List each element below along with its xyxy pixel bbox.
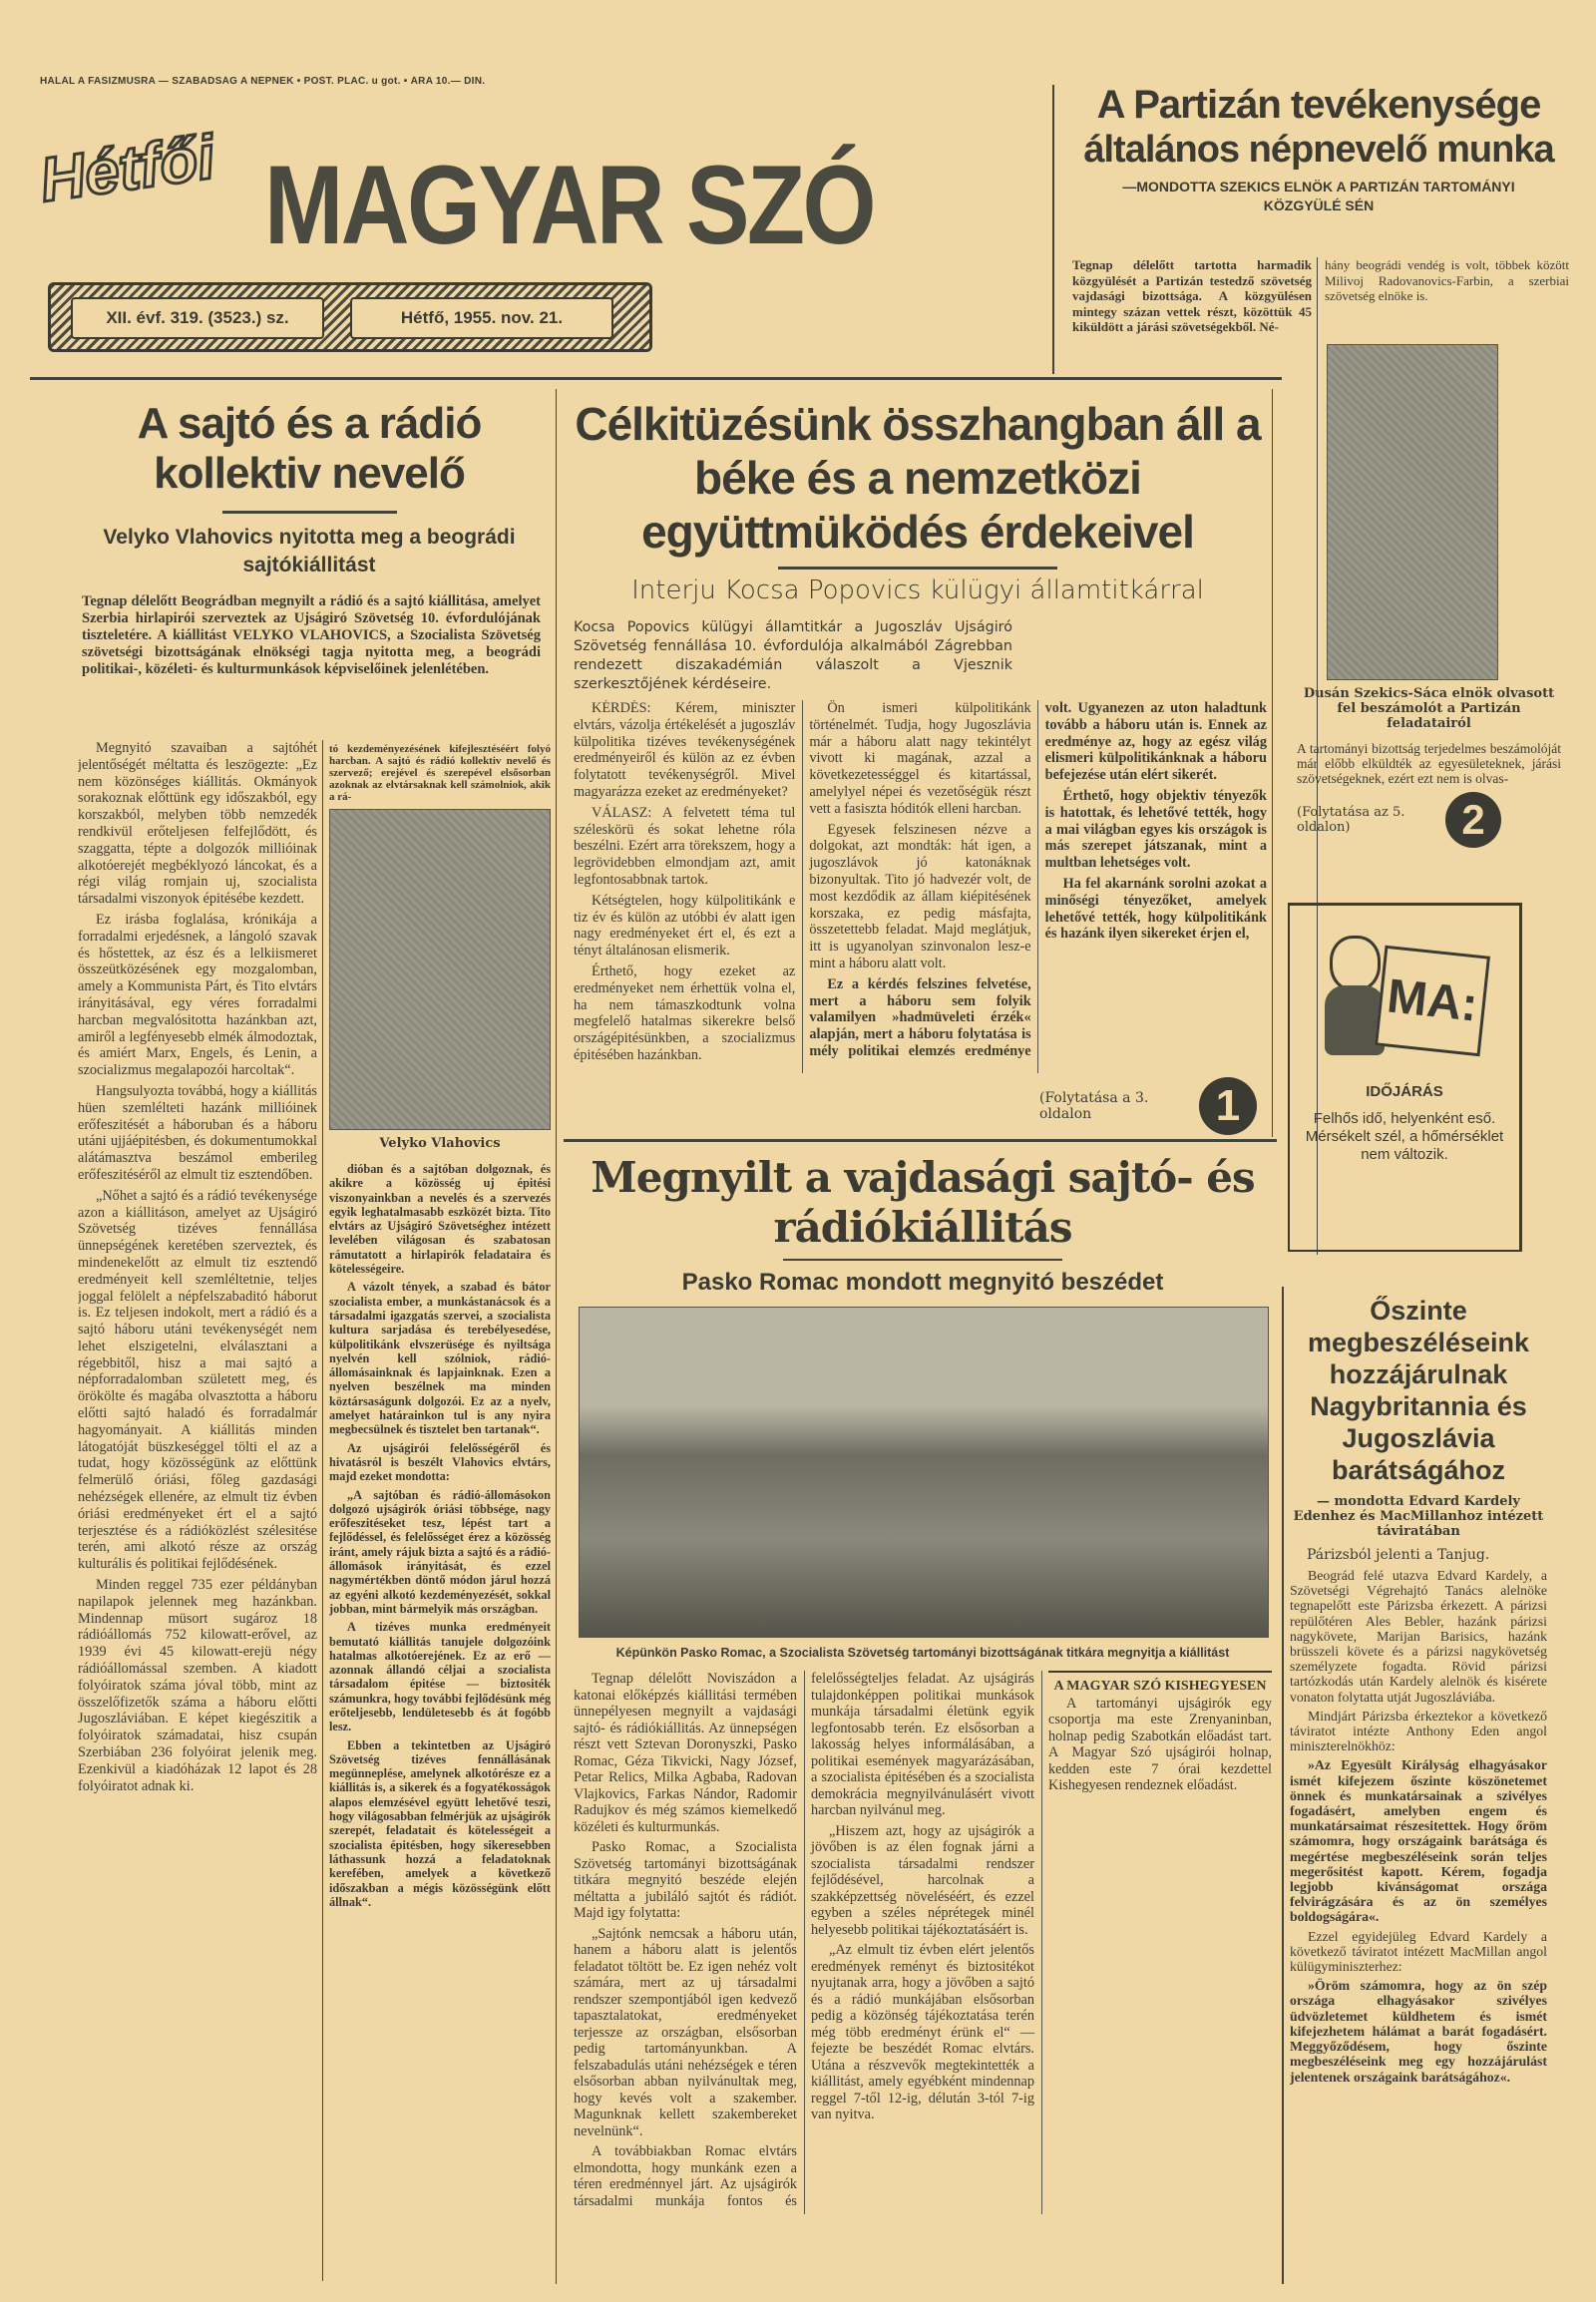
newsboy-illustration [1320, 926, 1489, 1065]
partizan-headline-2: általános népnevelő munka [1083, 129, 1554, 171]
exhibition-paragraph: „Hiszem azt, hogy az ujságirók a jövőben is az élen fognak járni a szocialista társadalmi rendszer fejlődésével, harcolnak a szakképzettség növeléséért, és ezzel egyben a széles néprétegek minél helyesebb politikai tájékoztatásáért is. [811, 1822, 1034, 1938]
interview-paragraph: VÁLASZ: A felvetett téma tul széleskörü és sokat lehetne róla beszélni. Ezért arra törekszem, hogy a legrövidebben elmondjam azt, amit legfontosabbnak tartok. [574, 804, 796, 888]
sajto-paragraph: Az ujságirói felelősségéről és hivatásról is beszélt Vlahovics elvtárs, majd ezeket mondotta: [329, 1440, 551, 1484]
exhibition-paragraph: A továbbiakban Romac elvtárs elmondotta, hogy munkánk ezen a téren eredménnyel járt. Az ujságirók társadalmi munkája fontos és felelősségteljes feladat. Az ujságirás tulajdonképpen politikai munkások munkája társadalmi életünk egyik legfontosabb terén. Ez elsősorban a lakosság helyes informálásában, a politikai események magyarázásában, a szocialista épitésében és a szocialista demokrácia megnyilvánulásért vivott harcban nyilvánul meg. [574, 1671, 1034, 2209]
sajto-paragraph: Minden reggel 735 ezer példányban napilapok jelennek meg hazánkban. Mindennap müsort sugároz 18 rádióállomás 752 kilowatt-erővel, az 1939 évi 45 kilowatt-erejü négy rádióállomással szemben. A kiadott folyóiratok száma jóval több, mint az összelőfizetők száma a háboru előtti Jugoszláviában. E képet kiegészitik a folyóiratok számadatai, hisz csupán Szerbiában 236 folyóirat jelenik meg. Ezenkivül a kiadóházak 12 lapot és 28 folyóiratot adnak ki. [78, 1577, 317, 1794]
sajto-col2-wrap [329, 743, 551, 2282]
interview-headline: Célkitüzésünk összhangban áll a béke és a nemzetközi együttmüködés érdekeivel [575, 398, 1261, 558]
sajto-paragraph: „A sajtóban és rádió-állomásokon dolgozó ujságirók óriási többsége, nagy erőfeszitéseket tesz, lépést tart a fejlődéssel, és felelősséget érez a közösség iránt, amely rájuk bizta a sajtó és a rádió-állomások irányitását, és ezzel nagymértékben döntő módon járul hozzá az egyéni alkotó kezdeményezését, sokkal jobban, mint bármelyik más országban. [329, 1487, 551, 1616]
sajto-paragraph: „Nőhet a sajtó és a rádió tevékenysége azon a kiállitáson, amelyet az Ujságiró Szövetség tizéves fennállása ünnepségének keretében szerveztek, és mindenekelőtt az elmult tiz esztendő eredményeit kell szemléltetnie, teljes joggal felölelt a népfelszabaditó háborut is. Ez teljesen indokolt, mert a rádió és a sajtó háboru utáni tevékenységét nem lehet elszigetelni, elválasztani a régebbitől, hisz a mai sajtó a népforradalomban született meg, és örökölte és magába olvasztotta a háboru előtti sajtó haladó és forradalmár hagyományait. A kiállitás minden látogatóját büszkeséggel tölti el az a tudat, hogy közösségünk az előttünk felmerülő óriási, főleg gazdasági nehézségek ellenére, az elmult tiz évben óriási eredményeket ért el a sajtó terjesztése és a rádióközlést szélesitése terén, ami alkotó része az ország kulturális és politikai fejlődésének. [78, 1187, 317, 1573]
exhibition-paragraph: Tegnap délelőtt Noviszádon a katonai előképzés kiállitási termében ünnepélyesen megnyilt a vajdasági sajtó- és rádiókiállitás. Az ünnepségen részt vett Sztevan Doronyszki, Pasko Romac, Géza Tikvicki, Nagy József, Petar Relics, Milka Agbaba, Radovan Vlajkovics, Farkas Nándor, Radomir Radujkov és még számos kiemelkedő közéleti és kulturmunkás. [574, 1671, 797, 1835]
sajto-subhead: Velyko Vlahovics nyitotta meg a beográdi sajtókiállitást [103, 526, 516, 576]
vertical-divider-right [1052, 85, 1054, 374]
partizan-body: A tartományi bizottság terjedelmes beszámolóját már előbb elküldték az egyesületeknek, járási szövetségeknek, ezért ezt nem is olvas- [1297, 741, 1561, 786]
partizan-continued-row [1297, 792, 1561, 848]
masthead-divider [30, 377, 1282, 380]
interview-body [574, 700, 1267, 1073]
sajto-col2-top: tó kezdeményezésének kifejlesztéséért folyó harcban. A sajtó és rádió kollektiv nevelő és szervező; erejével és szerepével elsősorban azoknak az elvtársaknak kell számolniok, akik a rá- [329, 743, 551, 803]
partizan-headline-1: A Partizán tevékenysége [1096, 83, 1541, 127]
interview-paragraph: Ez a kérdés felszines felvetése, mert a háboru sem folyik valamilyen »hadmüveleti érzék« alapján, mert a háboru folytatása is mély politikai elemzés eredménye volt. Ugyanezen az uton haladtunk tovább a háboru után is. Ennek az eredménye az, hogy az egész világ elismeri külpolitikánknak a háboru befejezése után elért sikerét. [809, 700, 1267, 1059]
exhibition-paragraph: „Az elmult tiz évben elért jelentős eredmények reményt és biztositékot nyujtanak arra, hogy a jövőben a sajtó és a rádió munkájában elsősorban pedig a közönség tájékoztatása terén még több eredményt érünk el“ — fejezte be beszédét Romac elvtárs. Utána a részvevők megtekintették a kiállitást, amely egyébként mindennap reggel 7-től 12-ig, délután 3-tól 7-ig van nyitva. [811, 1942, 1034, 2122]
logo [35, 105, 938, 354]
vlahovics-photo [329, 809, 551, 1130]
sajto-paragraph: Hangsulyozta továbbá, hogy a kiállitás hüen szemlélteti hazánk millióinek erőfeszitését a háboruban és a háboru utáni ujjáépitésben, és dokumentumokkal alátámasztva beszámol emberileg erőfeszitéséről az elmult tiz esztendőben. [78, 1082, 317, 1183]
sajto-header [75, 399, 544, 733]
sajto-paragraph: Ebben a tekintetben az Ujságiró Szövetség tizéves fennállásának megünneplése, amelynek alkotórésze ez a kiállitás is, a sikerek és a fogyatékosságok alapos elemzésével együtt lehetővé teszi, hogy világosabban felmérjük az ujságirók szerepét, feladatait és kötelességeit a szocialista épitésben, hogy sikeresebben láthassunk hozzá a feladatoknak kerefében, amelyek a következő időszakban a mégis közösségünk előtt állnak“. [329, 1737, 551, 1909]
partizan-photo [1327, 344, 1498, 680]
kardely-paragraph: Beográd felé utazva Edvard Kardely, a Szövetségi Végrehajtó Tanács alelnöke tegnapelőtt este Párizsba érkezett. A párizsi repülőtéren Ales Bebler, hazánk párizsi nagykövete, Marijan Barisics, hazánk brüsszeli követe és a párizsi nagykövetség személyzete fogadta. Rövid párizsi tartózkodás után Kardely alelnök és kisérete vonaton folytatta utját Jugoszláviába. [1290, 1568, 1547, 1705]
sajto-paragraph: A tizéves munka eredményeit bemutató kiállitás tanujele dolgozóink hatalmas alkotóerejének. Ez az erő — azonnak állandó céljai a szocialista társadalom épitése — biztositék számunkra, hogy további fejlődésünk még erőteljesebb, lendületesebb és át fogóbb lesz. [329, 1620, 551, 1734]
weather-box [1288, 903, 1522, 1252]
issue-ribbon [48, 282, 652, 352]
partizan-article [1069, 82, 1568, 215]
partizan-continuation [1297, 686, 1561, 848]
kishegyes-box [1048, 1671, 1272, 1794]
kishegyes-title: A MAGYAR SZÓ KISHEGYESEN [1053, 1679, 1267, 1694]
interview-paragraph: Ha fel akarnánk sorolni azokat a minőségi tényezőket, amelyek lehetővé tették, hogy külpolitikánk és hazánk ilyen sikereket érjen el, [1044, 875, 1267, 943]
exhibition-article [574, 1153, 1272, 2282]
column-rule [1272, 389, 1273, 1137]
exhibition-photo [579, 1307, 1269, 1638]
interview-article [569, 397, 1267, 1135]
interview-subhead: Interju Kocsa Popovics külügyi államtitkárral [631, 576, 1204, 605]
sajto-col1 [78, 740, 317, 2281]
sajto-paragraph: Ez irásba foglalása, krónikája a forradalmi erjedésnek, a lángoló szavak és hőstettek, az ész és a lelkiismeret összeütközésének egy mozgalomban, amely a Kommunista Párt, és Tito elvtárs irányitásával, egy véres forradalmi harcban megvalósitotta hazánkban azt, amiről a legfényesebb elmék álmodoztak, és amiért Marx, Engels, és Lenin, a szocializmus megalapozói harcoltak“. [78, 911, 317, 1079]
partizan-col1: Tegnap délelőtt tartotta harmadik közgyülését a Partizán testedző szövetség vajdasági bizottsága. A közgyülésen mintegy százan vettek részt, közöttük 45 kiküldött a járási szövetségekből. Né- [1072, 257, 1312, 334]
interview-continued-row [569, 1077, 1267, 1135]
kardely-paragraph: »Az Egyesült Királyság elhagyásakor ismét kifejezem őszinte köszönetemet önnek és munkatársainak a szivélyes fogadásért, amelyben engem és munkatársaimat részesitettek. Hogy őröm számomra, hogy országaink barátsága és megértése megbeszéléseink során teljes megerősitést kapott. Kérem, fogadja legjobb kivánságomat országa felvirágzására és az ön személyes boldogságára«. [1290, 1757, 1547, 1925]
vlahovics-photo-caption: Velyko Vlahovics [379, 1136, 501, 1151]
issue-date: Hétfő, 1955. nov. 21. [350, 297, 613, 339]
interview-lead: Kocsa Popovics külügyi államtitkár a Jugoszláv Ujságiró Szövetség fennállása 10. évfordulója alkalmából Zágrebban rendezett diszakadémián válaszolt a Vjesznik szerkesztőjének kérdéseire. [574, 619, 1012, 692]
kardely-article [1290, 1295, 1547, 2282]
sajto-paragraph: dióban és a sajtóban dolgoznak, és akikre a közösség uj épitési viszonyainkban a nevelés és a szervezés egyik leghatalmasabb eszközét bizta. Tito elvtárs az Ujságiró Szövetséghez intézett levelében világosan és szabatosan rámutatott a hirlapirók feladataira és kötelességeire. [329, 1162, 551, 1277]
weather-title: IDŐJÁRÁS [1366, 1083, 1443, 1100]
interview-paragraph: Ön ismeri külpolitikánk történelmét. Tudja, hogy Jugoszlávia már a háboru alatt nagy tekintélyt vivott ki magának, azzal a következetességgel és kitartással, amelylyel népei és vezetőségük részt vett a fasiszta hóditók elleni harcban. [809, 700, 1031, 817]
newsboy-head-icon [1330, 936, 1381, 991]
newspaper-sign: MA: [1375, 946, 1490, 1057]
kardely-body [1290, 1568, 1547, 2089]
sajto-paragraph: Megnyitó szavaiban a sajtóhét jelentőségét méltatta és leszögezte: „Ez nem közönséges kiállitás. Okmányok sorakoznak előttünk egy időszakból, egy korszakból, melyben több nemzedék rendkivül erőteljesen felfejlődött, és szaggatta, tépte a dolgozók millióinak alkotóerejét megbéklyozó láncokat, és a régi világ romjain uj, szocialista társadalmi viszonyok épitésébe kezdett. [78, 740, 317, 908]
headline-divider [783, 1259, 1062, 1261]
headline-divider [778, 567, 1057, 570]
partizan-col2: hány beográdi vendég is volt, többek között Milivoj Radovanovics-Farbin, a szerbiai szövetség elnöke is. [1325, 257, 1569, 303]
kardely-dateline: Párizsból jelenti a Tanjug. [1307, 1547, 1490, 1563]
kardely-subhead: — mondotta Edvard Kardely Edenhez és MacMillanhoz intézett táviratában [1293, 1494, 1544, 1539]
weather-text: Felhős idő, helyenként eső. Mérsékelt szél, a hőmérséklet nem változik. [1305, 1110, 1504, 1163]
sajto-col2 [329, 1162, 551, 1913]
page-1-badge: 1 [1199, 1077, 1257, 1135]
column-rule [556, 389, 557, 2284]
kardely-paragraph: »Öröm számomra, hogy az ön szép országa elhagyásakor szivélyes üdvözletemet küldhetem és ismét kifejezhetem hálámat a barát fogadásért. Meggyőződésem, hogy őszinte megbeszéléseink meg egy hozzájárulást jelentenek országaink barátságához«. [1290, 1978, 1547, 2085]
interview-paragraph: KÉRDÉS: Kérem, miniszter elvtárs, vázolja értékelését a jugoszláv külpolitika tizéves tevékenységének eredményeiről és külön az ez évben folytatott tevékenységről. Mivel magyarázza ezeket az eredményeket? [574, 700, 796, 800]
issue-number: XII. évf. 319. (3523.) sz. [71, 297, 324, 339]
exhibition-subhead: Pasko Romac mondott megnyitó beszédet [681, 1269, 1164, 1296]
kardely-paragraph: Mindjárt Párizsba érkeztekor a következő táviratot intézte Anthony Eden angol miniszterelnökhöz: [1290, 1708, 1547, 1754]
exhibition-photo-caption: Képünkön Pasko Romac, a Szocialista Szövetség tartományi bizottságának titkára megnyitja a kiállitást [615, 1646, 1230, 1660]
logo-prefix: Hétfői [35, 123, 219, 215]
exhibition-paragraph: „Sajtónk nemcsak a háboru után, hanem a háboru alatt is jelentős feladatot töltött be. Ez igen nehéz volt számára, mert az uj társadalmi rendszer szempontjából igen kedvező tapasztalatokat, eredményeket terjessze az országban, elsősorban pedig tartományunkban. A felszabadulás utáni nehézségek e téren elsősorban abban nyilvánultak meg, hogy kevés volt a szakember. Magunknak kellett szakembereket nevelnünk“. [574, 1925, 797, 2139]
column-rule [1282, 1287, 1284, 2284]
kishegyes-text: A tartományi ujságirók egy csoportja ma este Zrenyaninban, holnap pedig Szabotkán előadást tart. A Magyar Szó ujságirói holnap, kedden este 7 órai kezdettel Kishegyesen rendeznek előadást. [1048, 1695, 1272, 1793]
interview-paragraph: Érthető, hogy ezeket az eredményeket nem érhettük volna el, ha nem támaszkodtunk volna megfelelő hatalmas sikerekre belső országépitésünkben, a szocializmus épitésében hazánkban. [574, 962, 796, 1063]
section-divider [564, 1139, 1277, 1142]
headline-divider [222, 511, 397, 514]
sajto-lead: Tegnap délelőtt Beográdban megnyilt a rádió és a sajtó kiállitása, amelyet Szerbia hirlapirói szerveztek az Ujságiró Szövetség 10. évfordulójának tiszteletére. A kiállitást VELYKO VLAHOVICS, a Szocialista Szövetség szövetségi bizottságának elnökségi tagja nyitotta meg, a beográdi politikai-, közéleti- és kulturmunkások képviselőinek jelenlétében. [82, 593, 541, 677]
kardely-headline: Őszinte megbeszéléseink hozzájárulnak Nagybritannia és Jugoszlávia barátságához [1307, 1296, 1530, 1485]
interview-continued: (Folytatása a 3. oldalon [1039, 1090, 1149, 1122]
sajto-headline: A sajtó és a rádió kollektiv nevelő [137, 399, 482, 498]
column-rule [322, 740, 323, 2281]
interview-paragraph: Egyesek felszinesen nézve a dolgokat, azt mondták: hát igen, a jugoszlávok jó katonáknak bizonyultak. Tito jó hadvezér volt, de most kezdődik az állam kiépitésének korszaka, ez pedig másfajta, összetettebb feladat. Majd meglátjuk, itt is ugyanolyan szinvonalon lesz-e mint a háboru alatt volt. [809, 821, 1031, 971]
exhibition-paragraph: Pasko Romac, a Szocialista Szövetség tartományi bizottságának titkára megnyitó beszéde elején méltatta a jubiláló sajtót és rádiót. Majd igy folytatta: [574, 1839, 797, 1921]
exhibition-headline: Megnyilt a vajdasági sajtó- és rádiókiállitás [591, 1153, 1255, 1252]
interview-paragraph: Érthető, hogy objektiv tényezők is hatottak, és lehetővé tették, hogy a mai világban egyes kis országok is más szerepet játszanak, mint a multban lehetséges volt. [1044, 787, 1267, 872]
partizan-photo-caption: Dusán Szekics-Sáca elnök olvasott fel beszámolót a Partizán feladatairól [1303, 686, 1555, 731]
interview-paragraph: Kétségtelen, hogy külpolitikánk e tiz év és külön az utóbbi év alatt igen nagy eredményeket ért el, és ezt a tényt általánosan elismerik. [574, 892, 796, 959]
masthead-top-line: HALÁL A FASIZMUSRA — SZABADSÁG A NÉPNEK • POŠT. PLAĆ. u got. • ÁRA 10.— DIN. [40, 76, 486, 87]
sajto-paragraph: A vázolt tények, a szabad és bátor szocialista ember, a munkástanácsok és a társadalmi igazgatás szervei, a szocialista kultura sarjadása és terebélyesedése, külpolitikánk elvszerüsége és nyiltsága nyelvén kell szólniok, rádió-állomásainknak és lapjainknak. Ezen a nyelven beszélnek ma minden köztársaságunk dolgozói. Ez az a nyelv, amelyet határainkon tul is any nyira megbecsülnek és tisztelet ben tartanak“. [329, 1280, 551, 1437]
page-2-badge: 2 [1445, 792, 1501, 848]
kardely-paragraph: Ezzel egyidejüleg Edvard Kardely a következő táviratot intézett MacMillan angol külügyminiszterhez: [1290, 1928, 1547, 1975]
partizan-continued: (Folytatása az 5. oldalon) [1297, 805, 1405, 835]
exhibition-body [574, 1671, 1272, 2214]
partizan-subhead: —MONDOTTA SZEKICS ELNÖK A PARTIZÁN TARTOMÁNYI KÖZGYÜLÉ SÉN [1122, 179, 1515, 213]
logo-main: MAGYAR SZÓ [264, 143, 875, 267]
